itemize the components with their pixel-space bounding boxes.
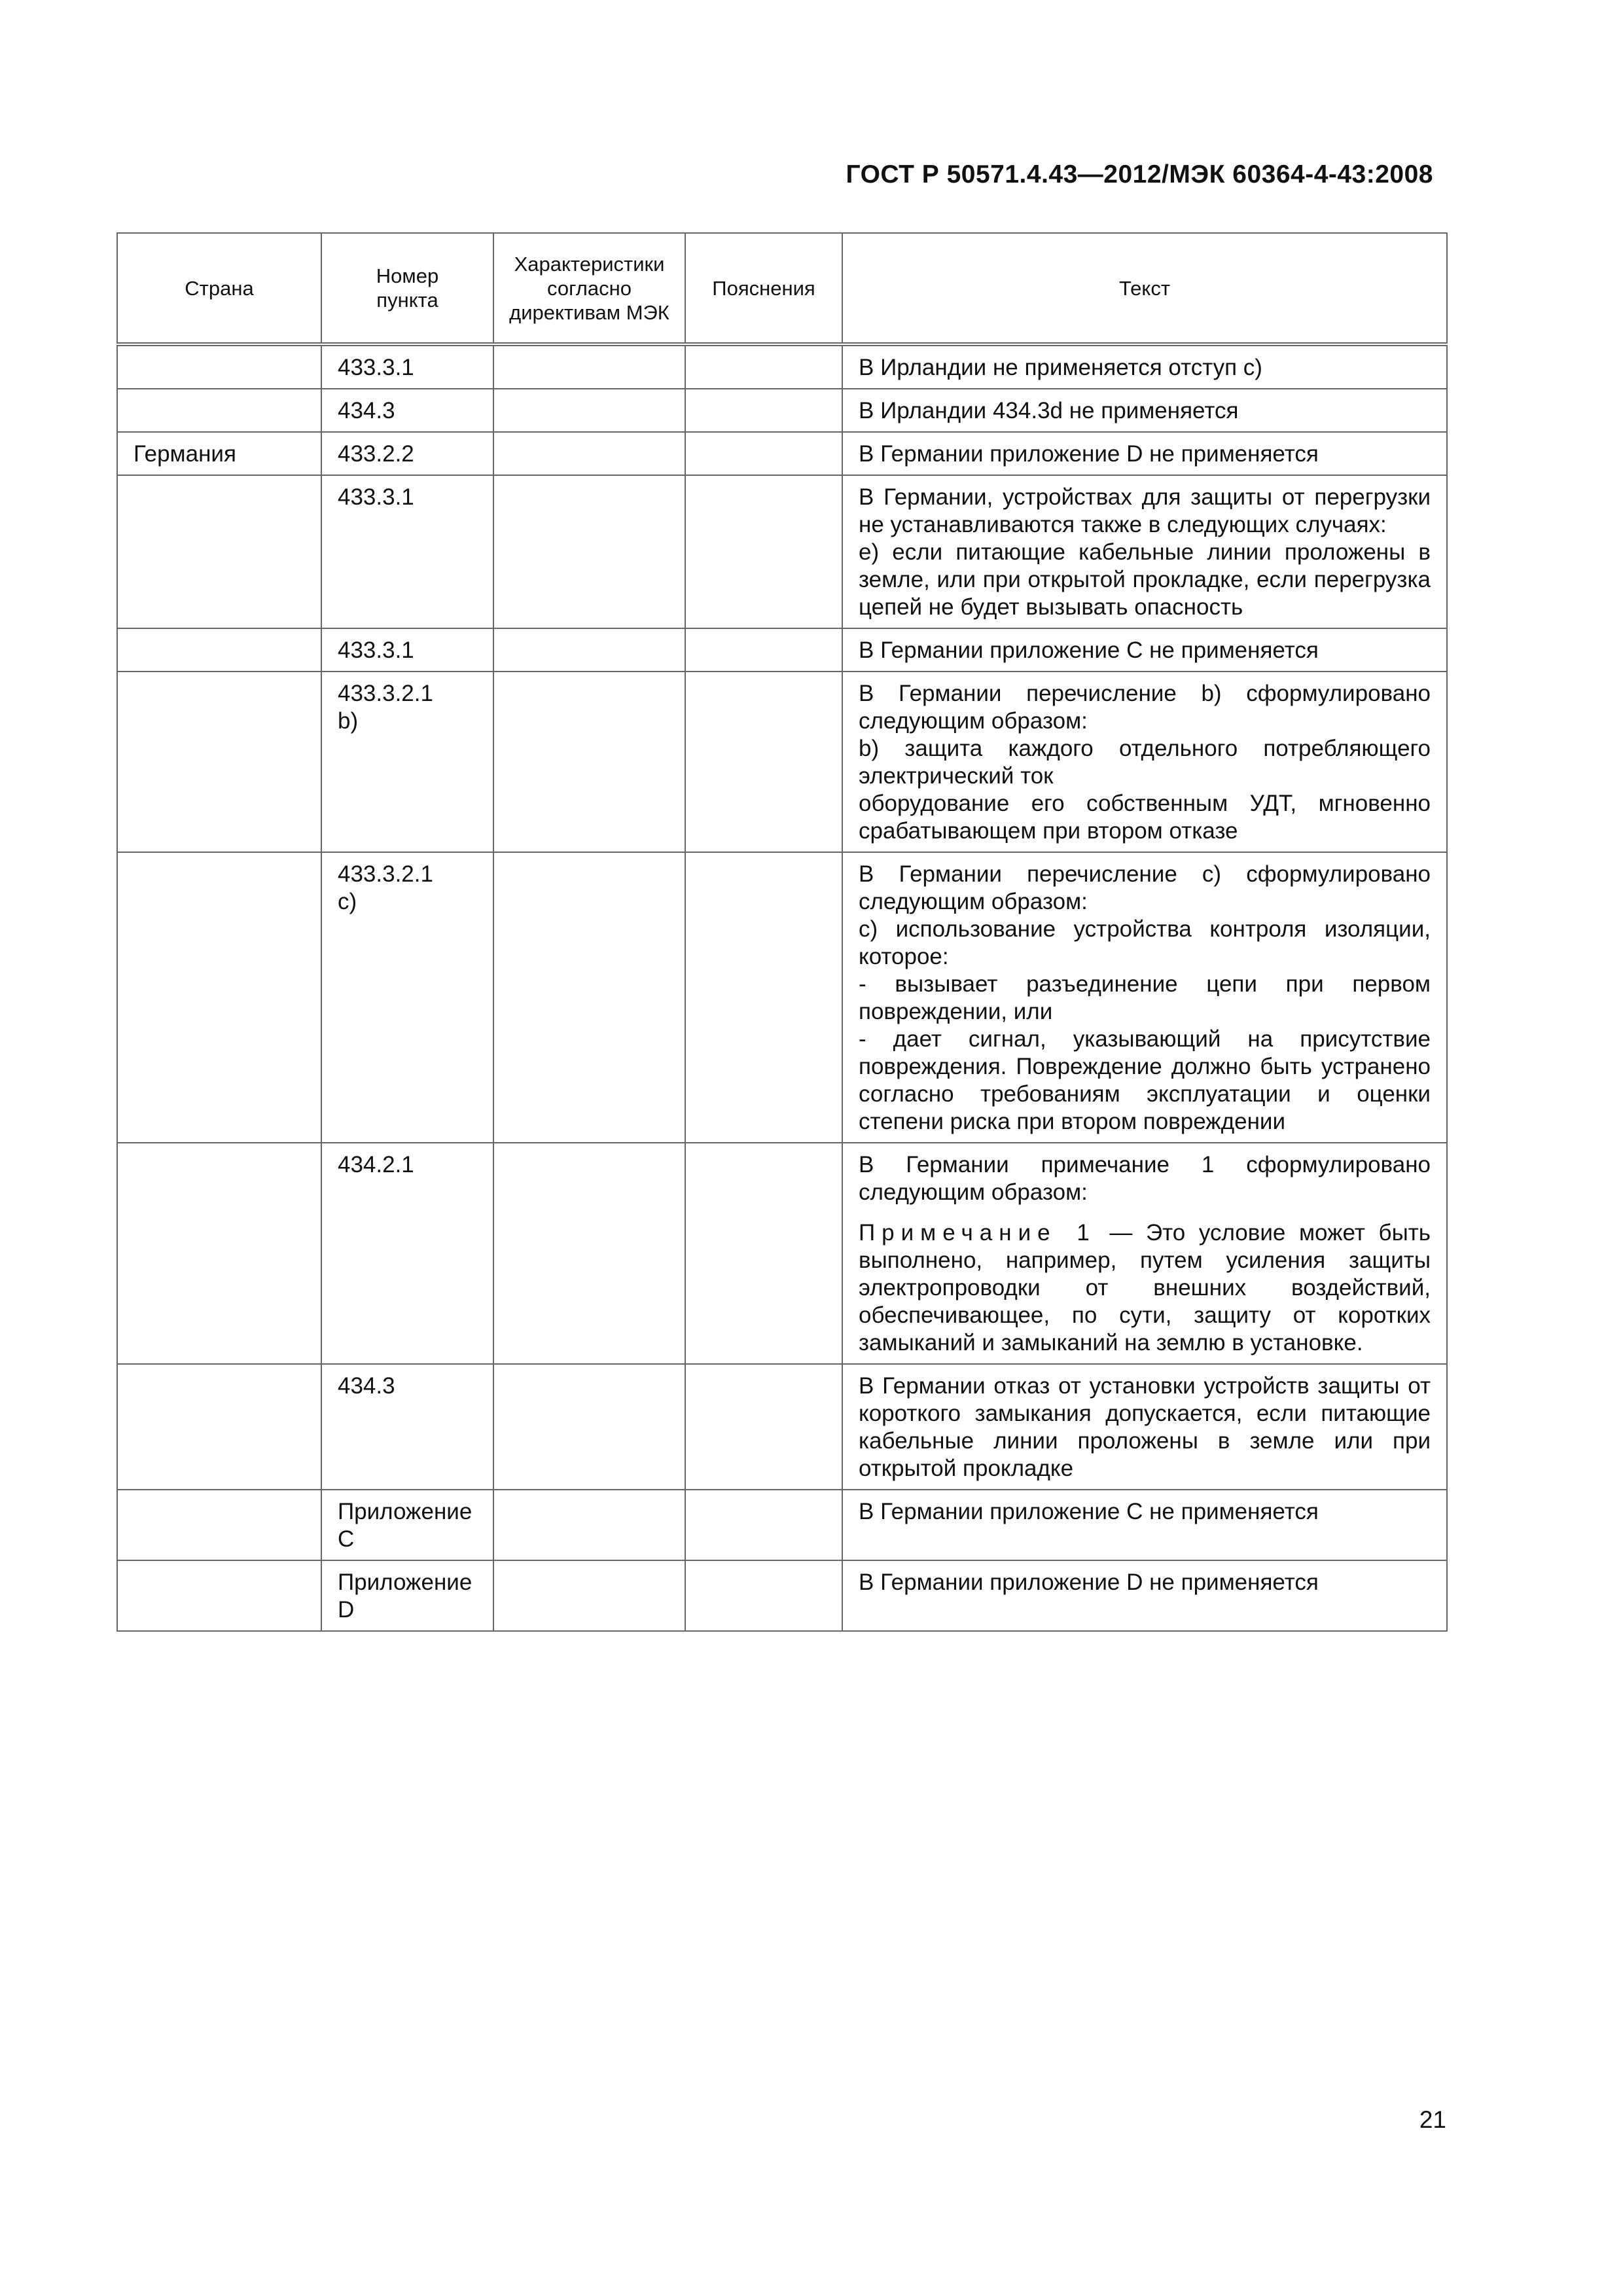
text-paragraph: В Германии перечисление c) сформулировано следующим образом: (859, 861, 1431, 914)
clause-text: 433.3.2.1 c) (338, 861, 433, 914)
country-cell (117, 344, 321, 389)
table-row (117, 1143, 1447, 1364)
text-cell (842, 1490, 1447, 1560)
note-paragraph (859, 1219, 1431, 1357)
table-row (117, 389, 1447, 432)
text-paragraph: В Ирландии 434.3d не применяется (859, 398, 1239, 423)
country-cell (117, 672, 321, 852)
table-row (117, 1364, 1447, 1490)
note-label: Примечание 1 (859, 1220, 1096, 1246)
characteristics-cell (493, 1364, 685, 1490)
text-cell (842, 344, 1447, 389)
country-differences-table (116, 232, 1448, 1632)
header-text: Текст (842, 233, 1447, 344)
clause-cell: 434.3 (321, 389, 493, 432)
clause-cell (321, 1490, 493, 1560)
clause-cell: 433.3.1 (321, 344, 493, 389)
text-paragraph: - вызывает разъединение цепи при первом повреждении, или (859, 971, 1431, 1024)
document-header: ГОСТ Р 50571.4.43—2012/МЭК 60364-4-43:2008 (846, 160, 1433, 188)
country-cell (117, 389, 321, 432)
explanations-cell (685, 628, 842, 672)
clause-cell: 434.2.1 (321, 1143, 493, 1364)
table-row (117, 1560, 1447, 1631)
country-cell (117, 1364, 321, 1490)
country-cell: Германия (117, 432, 321, 475)
characteristics-cell (493, 432, 685, 475)
text-paragraph: В Германии отказ от установки устройств защиты от короткого замыкания допускается, если питающие кабельные линии проложены в земле или при открытой прокладке (859, 1373, 1431, 1481)
table-row (117, 432, 1447, 475)
header-clause (321, 233, 493, 344)
clause-cell: 433.2.2 (321, 432, 493, 475)
clause-cell: 433.3.1 (321, 475, 493, 628)
country-cell (117, 852, 321, 1143)
clause-text: Приложение D (338, 1570, 473, 1623)
text-paragraph: e) если питающие кабельные линии проложены в земле, или при открытой прокладке, если перегрузка цепей не будет вызывать опасность (859, 539, 1431, 620)
note-text: — Это условие может быть выполнено, например, путем усиления защиты электропроводки от внешних воздействий, обеспечивающее, по сути, защиту от коротких замыканий и замыканий на землю в установке. (859, 1220, 1431, 1355)
text-paragraph: - дает сигнал, указывающий на присутствие повреждения. Повреждение должно быть устранено согласно требованиям эксплуатации и оценки степени риска при втором повреждении (859, 1026, 1431, 1134)
explanations-cell (685, 852, 842, 1143)
text-paragraph: В Германии приложение С не применяется (859, 637, 1319, 663)
text-paragraph: оборудование его собственным УДТ, мгновенно срабатывающем при втором отказе (859, 791, 1431, 844)
explanations-cell (685, 672, 842, 852)
text-cell (842, 1560, 1447, 1631)
text-cell (842, 628, 1447, 672)
clause-text: 433.3.2.1 b) (338, 681, 433, 734)
text-paragraph: В Германии приложение D не применяется (859, 1570, 1319, 1595)
country-cell (117, 1143, 321, 1364)
table-header-row (117, 233, 1447, 344)
text-cell (842, 432, 1447, 475)
text-paragraph: b) защита каждого отдельного потребляющего электрический ток (859, 736, 1431, 789)
characteristics-cell (493, 1490, 685, 1560)
page-number: 21 (1419, 2106, 1446, 2133)
explanations-cell (685, 389, 842, 432)
explanations-cell (685, 1364, 842, 1490)
table-row (117, 344, 1447, 389)
characteristics-cell (493, 852, 685, 1143)
table-row (117, 1490, 1447, 1560)
clause-cell (321, 672, 493, 852)
characteristics-cell (493, 344, 685, 389)
country-cell (117, 475, 321, 628)
table-row (117, 628, 1447, 672)
text-paragraph: В Германии приложение С не применяется (859, 1499, 1319, 1524)
country-cell (117, 1490, 321, 1560)
text-cell (842, 475, 1447, 628)
table-row (117, 852, 1447, 1143)
text-paragraph: В Германии перечисление b) сформулировано следующим образом: (859, 681, 1431, 734)
header-country: Страна (117, 233, 321, 344)
country-cell (117, 1560, 321, 1631)
clause-text: Приложение С (338, 1499, 473, 1552)
explanations-cell (685, 1490, 842, 1560)
table-row (117, 672, 1447, 852)
explanations-cell (685, 1143, 842, 1364)
text-cell (842, 672, 1447, 852)
explanations-cell (685, 1560, 842, 1631)
text-paragraph: В Ирландии не применяется отступ c) (859, 355, 1262, 380)
characteristics-cell (493, 1560, 685, 1631)
text-paragraph: В Германии, устройствах для защиты от перегрузки не устанавливаются также в следующих случаях: (859, 484, 1431, 537)
explanations-cell (685, 475, 842, 628)
text-cell (842, 1143, 1447, 1364)
text-paragraph: В Германии приложение D не применяется (859, 441, 1319, 467)
header-characteristics: Характеристики согласно директивам МЭК (493, 233, 685, 344)
clause-cell: 434.3 (321, 1364, 493, 1490)
text-paragraph: c) использование устройства контроля изоляции, которое: (859, 916, 1431, 969)
characteristics-cell (493, 475, 685, 628)
header-explanations: Пояснения (685, 233, 842, 344)
table-row (117, 475, 1447, 628)
characteristics-cell (493, 389, 685, 432)
header-clause-text: Номер пункта (376, 264, 439, 312)
text-cell (842, 852, 1447, 1143)
text-paragraph: В Германии примечание 1 сформулировано следующим образом: (859, 1152, 1431, 1205)
explanations-cell (685, 432, 842, 475)
country-cell (117, 628, 321, 672)
clause-cell (321, 1560, 493, 1631)
clause-cell: 433.3.1 (321, 628, 493, 672)
text-cell (842, 389, 1447, 432)
characteristics-cell (493, 1143, 685, 1364)
explanations-cell (685, 344, 842, 389)
characteristics-cell (493, 628, 685, 672)
characteristics-cell (493, 672, 685, 852)
clause-cell (321, 852, 493, 1143)
text-cell (842, 1364, 1447, 1490)
